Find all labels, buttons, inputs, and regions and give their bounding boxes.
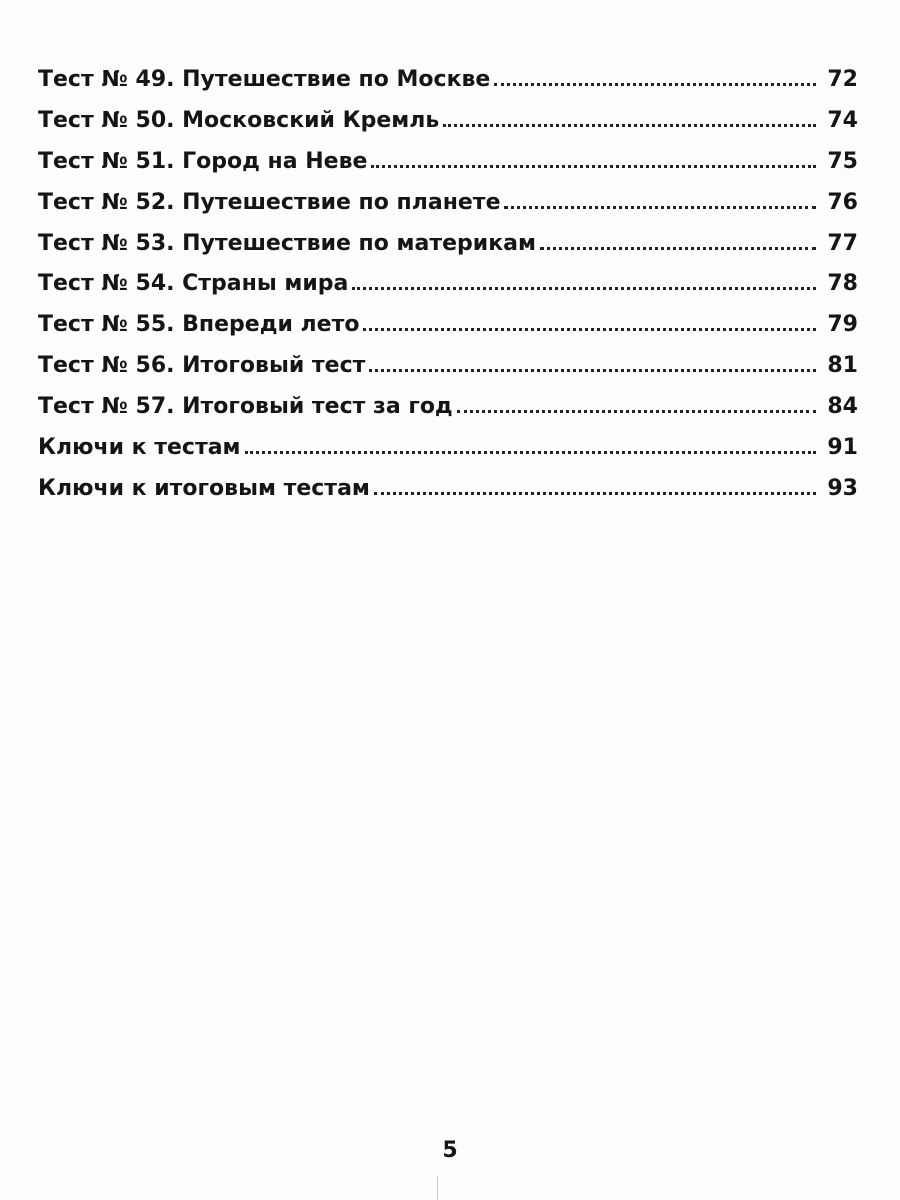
toc-entry [38, 469, 858, 510]
toc-entry-page: 77 [827, 230, 858, 256]
toc-dot-leader [371, 164, 816, 168]
toc-entry [38, 183, 858, 224]
toc-entry-title: Тест № 57. Итоговый тест за год [38, 394, 453, 420]
toc-entry-title: Тест № 50. Московский Кремль [38, 107, 440, 133]
toc-dot-leader [457, 409, 816, 413]
toc-entry [38, 101, 858, 142]
toc-entry-title: Ключи к тестам [38, 435, 241, 461]
toc-entry [38, 305, 858, 346]
toc-dot-leader [504, 205, 816, 209]
toc-entry-page: 79 [827, 312, 858, 338]
toc-dot-leader [540, 246, 816, 250]
toc-entry-title: Тест № 53. Путешествие по материкам [38, 230, 536, 256]
toc-entry [38, 224, 858, 265]
toc-dot-leader [363, 327, 816, 331]
toc-entry-title: Тест № 55. Впереди лето [38, 312, 360, 338]
page-fold-mark [437, 1176, 438, 1200]
toc-entry [38, 346, 858, 387]
toc-entry-page: 75 [827, 148, 858, 174]
toc-dot-leader [443, 123, 816, 127]
toc-dot-leader [245, 450, 816, 454]
page-number: 5 [442, 1138, 458, 1163]
toc-entry-title: Тест № 52. Путешествие по планете [38, 189, 501, 215]
toc-entry-page: 72 [827, 67, 858, 92]
toc-entry-title: Тест № 49. Путешествие по Москве [38, 67, 491, 92]
toc-entry-page: 74 [827, 107, 858, 133]
toc-entry [38, 60, 858, 101]
toc-entry [38, 264, 858, 305]
toc-dot-leader [494, 82, 816, 86]
table-of-contents [38, 60, 858, 510]
toc-entry-page: 91 [827, 435, 858, 461]
toc-entry-page: 84 [827, 394, 858, 420]
toc-entry-page: 78 [827, 271, 858, 297]
toc-dot-leader [352, 286, 816, 290]
toc-entry-title: Тест № 51. Город на Неве [38, 148, 368, 174]
toc-entry-title: Тест № 54. Страны мира [38, 271, 349, 297]
toc-entry [38, 428, 858, 469]
toc-entry-title: Ключи к итоговым тестам [38, 475, 370, 501]
toc-entry-page: 76 [827, 189, 858, 215]
toc-entry-page: 81 [827, 353, 858, 379]
toc-entry-page: 93 [827, 475, 858, 501]
toc-entry-title: Тест № 56. Итоговый тест [38, 353, 366, 379]
toc-dot-leader [374, 491, 816, 495]
toc-dot-leader [369, 368, 816, 372]
toc-entry [38, 142, 858, 183]
toc-entry [38, 387, 858, 428]
